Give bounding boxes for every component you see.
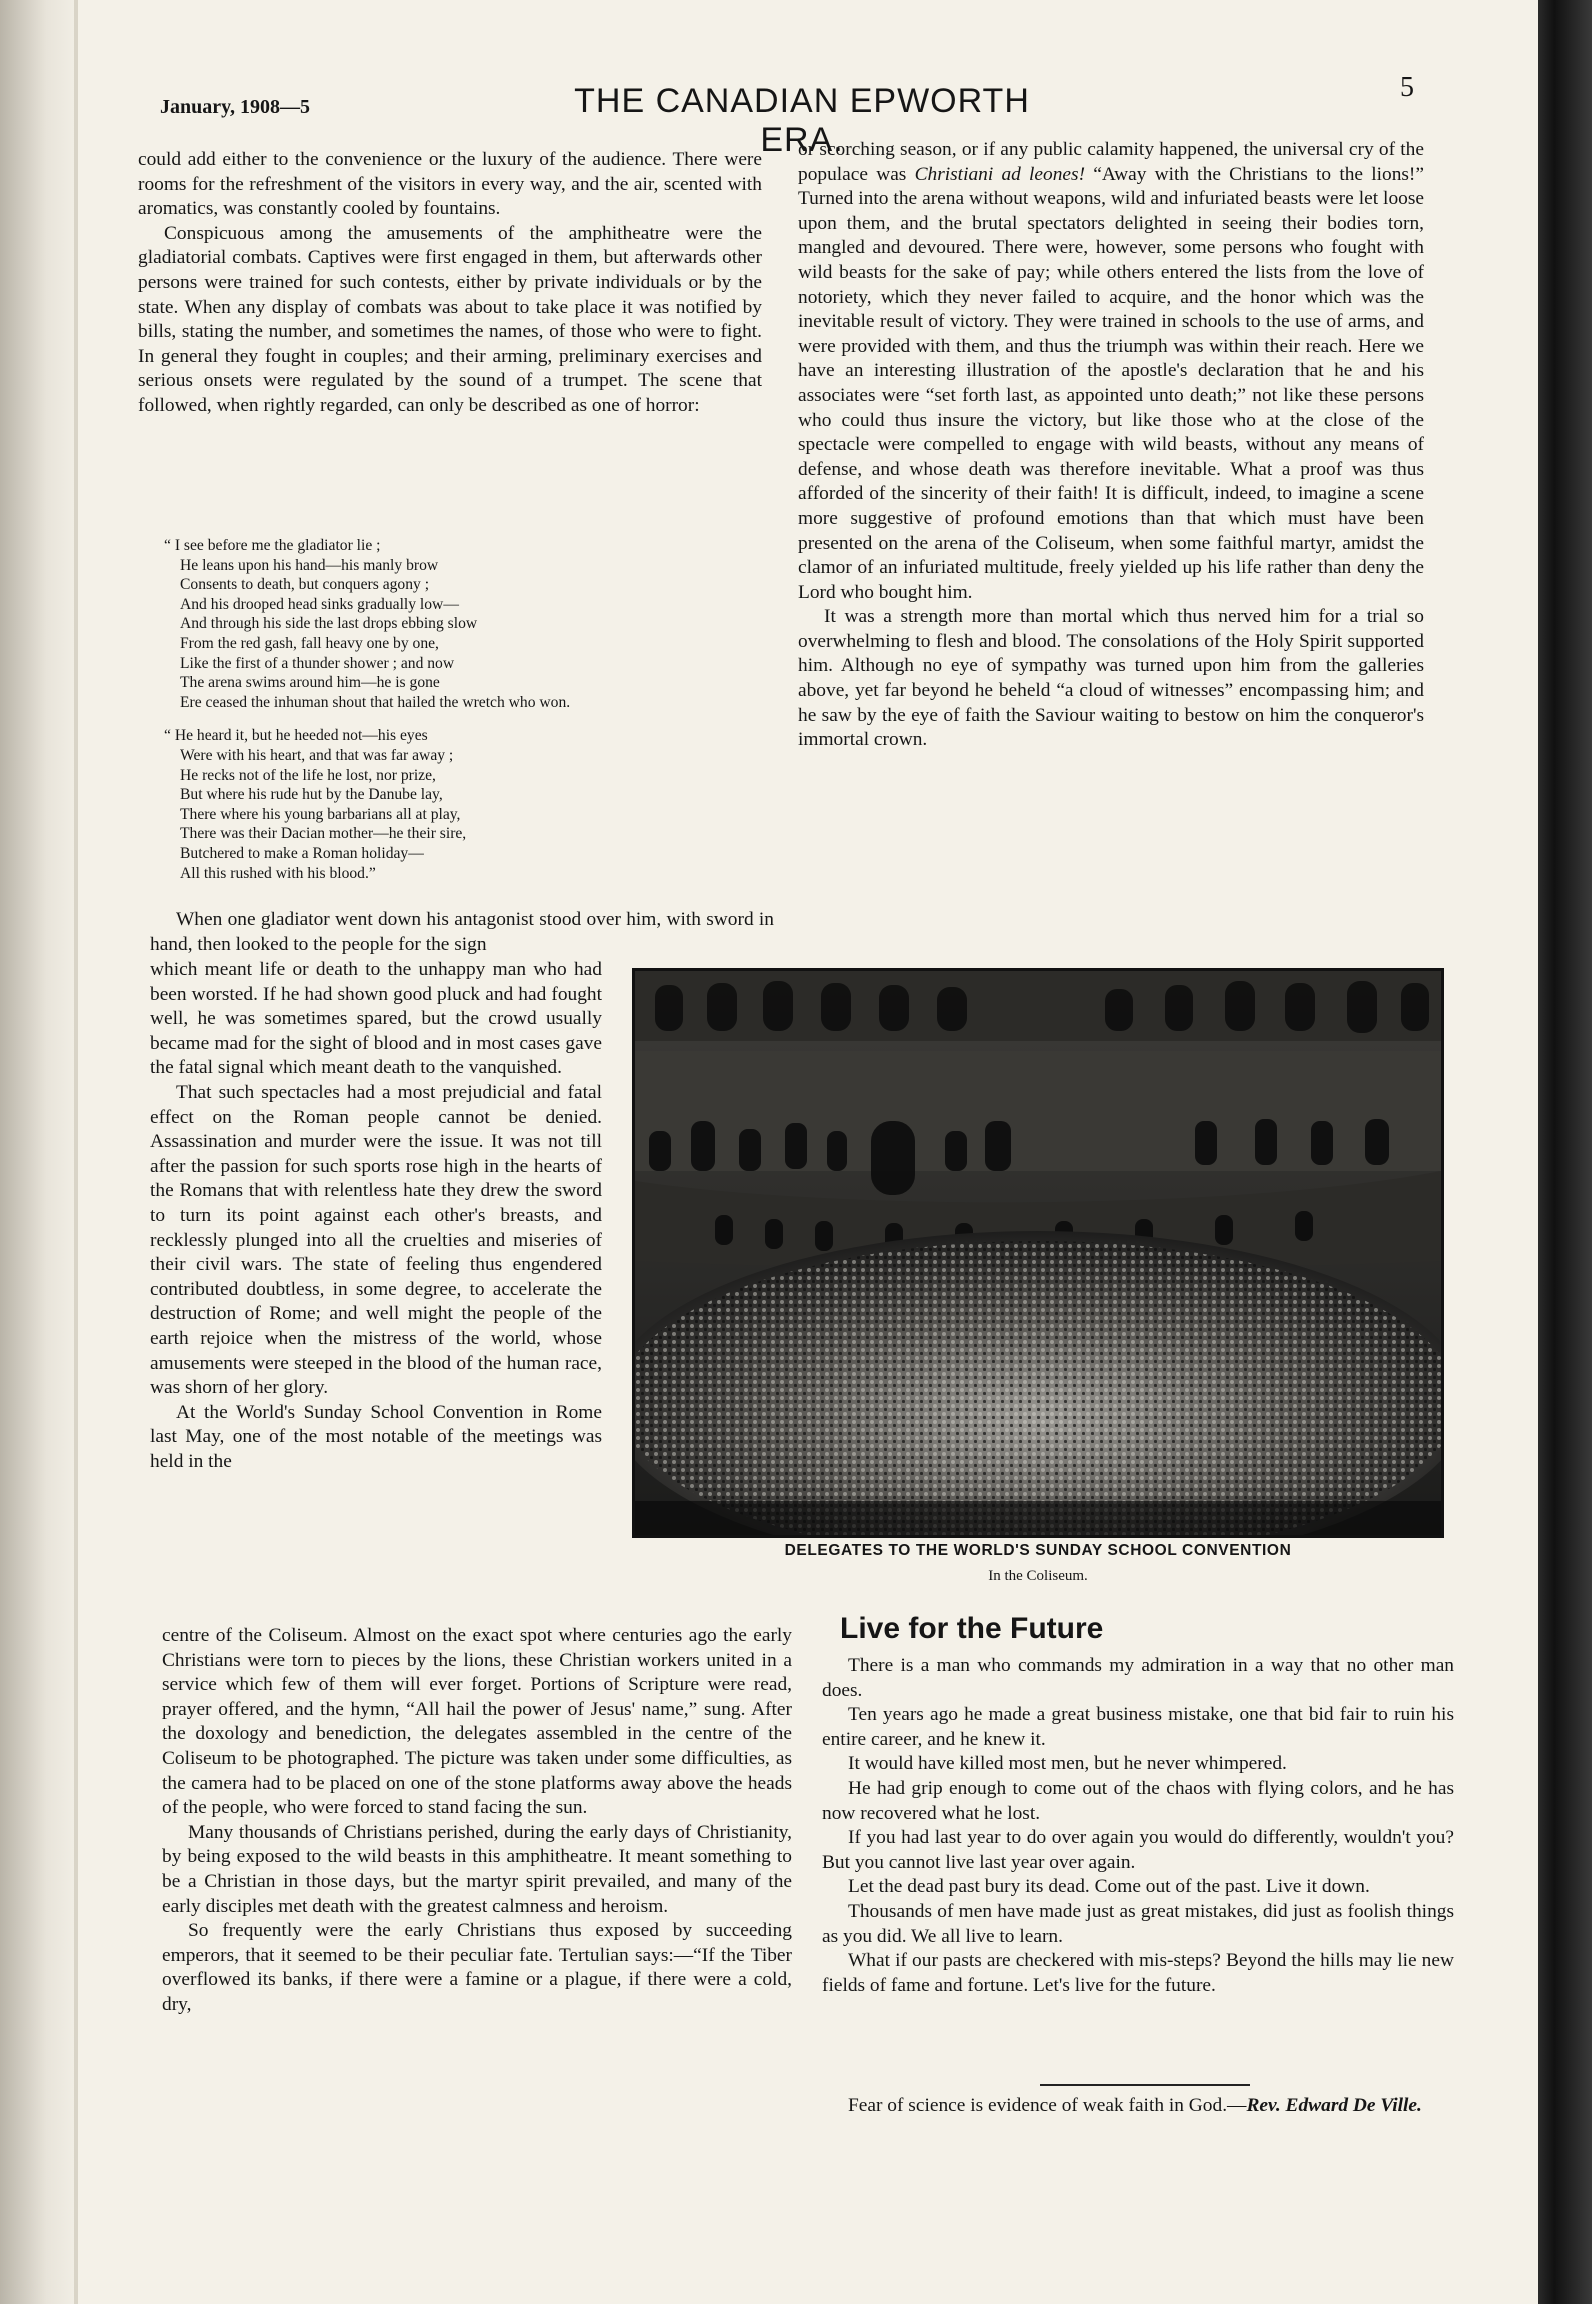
photo-subcaption: In the Coliseum. [988, 1568, 1088, 1584]
poem-line: And through his side the last drops ebbing slow [180, 615, 478, 633]
quote-text: Fear of science is evidence of weak faith in God.— [848, 2095, 1247, 2116]
paragraph [798, 138, 1424, 605]
paragraph: Conspicuous among the amusements of the amphitheatre were the gladiatorial combats. Captives were first engaged in them, but afterwards other persons were trained for such contests, either by private individuals or by the state. When any display of combats was about to take place it was notified by bills, stating the number, and sometimes the names, of those who were to fight. In general they fought in couples; and their arming, preliminary exercises and serious onsets were regulated by the sound of a trumpet. The scene that followed, when rightly regarded, can only be described as one of horror: [138, 222, 762, 416]
paragraph: Thousands of men have made just as great mistakes, did just as foolish things as you did. We all live to learn. [822, 1900, 1454, 1947]
poem [164, 536, 764, 897]
paragraph: which meant life or death to the unhappy man who had been worsted. If he had shown good pluck and had fought well, he was sometimes spared, but the crowd usually became mad for the sight of blood and in most cases gave the fatal signal which meant death to the vanquished. [150, 959, 602, 1079]
poem-stanza [164, 726, 764, 883]
left-narrow-column [150, 958, 602, 1474]
binding-edge [1538, 0, 1592, 2304]
article-body [822, 1654, 1454, 1998]
paragraph: He had grip enough to come out of the chaos with flying colors, and he has now recovered what he lost. [822, 1777, 1454, 1824]
poem-line: Were with his heart, and that was far away ; [180, 746, 454, 764]
left-column-bottom [162, 1624, 792, 2018]
paragraph: Many thousands of Christians perished, during the early days of Christianity, by being exposed to the wild beasts in this amphitheatre. It meant something to be a Christian in those days, but the martyr spirit prevailed, and many of the early disciples met death with the greatest calmness and heroism. [162, 1821, 792, 1917]
article-title: Live for the Future [840, 1612, 1104, 1645]
text-run: “Away with the Christians to the lions!” Turned into the arena without weapons, wild and infuriated beasts were let loose upon them, and the brutal spectators delighted in seeing their bodies torn, mangled and devoured. There were, however, some persons who fought with wild beasts for the sake of pay; while others entered the lists from the love of notoriety, which they never failed to acquire, and the honor which was the inevitable result of victory. They were trained in schools to the use of arms, and were provided with them, and thus the triumph was within their reach. Here we have an interesting illustration of the apostle's declaration that he and his associates were “set forth last, as appointed unto death;” not like these persons who could thus insure the victory, but like those who at the close of the spectacle were compelled to engage with wild beasts, without any means of defense, and whose death was therefore inevitable. What a proof was thus afforded of the sincerity of their faith! It is difficult, indeed, to imagine a scene more suggestive of profound emotions than that which must have been presented on the arena of the Coliseum, when some faithful martyr, amidst the clamor of an infuriated multitude, freely yielded up his life rather than deny the Lord who bought him. [798, 163, 1424, 603]
paragraph: Let the dead past bury its dead. Come out of the past. Live it down. [848, 1876, 1370, 1898]
poem-line: There was their Dacian mother—he their sire, [180, 825, 467, 843]
paragraph: When one gladiator went down his antagonist stood over him, with sword in hand, then looked to the people for the sign [150, 909, 774, 955]
paragraph: That such spectacles had a most prejudicial and fatal effect on the Roman people cannot be denied. Assassination and murder were the issue. It was not till after the passion for such sports rose high in the hearts of the Romans that with relentless hate they drew the sword to turn its point against each other's breasts, and recklessly plunged into all the cruelties and miseries of their civil wars. The state of feeling thus engendered contributed doubtless, in some degree, to accelerate the destruction of Rome; and well might the people of the earth rejoice when the mistress of the world, whose amusements were steeped in the blood of the human race, was shorn of her glory. [150, 1081, 602, 1399]
poem-line: From the red gash, fall heavy one by one, [180, 634, 439, 652]
masthead-title: THE CANADIAN EPWORTH ERA. [574, 82, 1030, 159]
poem-line: He recks not of the life he lost, nor prize, [180, 766, 436, 784]
poem-line: The arena swims around him—he is gone [180, 674, 440, 692]
coliseum-photograph [632, 968, 1444, 1538]
divider-rule [1040, 2084, 1250, 2086]
latin-phrase: Christiani ad leones! [914, 163, 1086, 185]
poem-line: He leans upon his hand—his manly brow [180, 556, 439, 574]
poem-line: And his drooped head sinks gradually low— [180, 595, 459, 613]
poem-line: Consents to death, but conquers agony ; [180, 576, 430, 594]
paragraph: It was a strength more than mortal which thus nerved him for a trial so overwhelming to flesh and blood. The consolations of the Holy Spirit supported him. Although no eye of sympathy was turned upon him from the galleries above, yet far beyond he beheld “a cloud of witnesses” encompassing him; and he saw by the eye of faith the Saviour waiting to bestow on him the conqueror's immortal crown. [798, 606, 1424, 751]
poem-line: “ I see before me the gladiator lie ; [164, 537, 381, 554]
poem-stanza [164, 536, 764, 712]
poem-line: But where his rude hut by the Danube lay, [180, 786, 443, 804]
coliseum-illustration [635, 971, 1441, 1535]
right-column-top [798, 138, 1424, 753]
quote-attribution: Rev. Edward De Ville. [1246, 2095, 1422, 2116]
closing-quote [822, 2094, 1454, 2119]
photo-caption: DELEGATES TO THE WORLD'S SUNDAY SCHOOL CONVENTION [784, 1542, 1292, 1559]
paragraph: It would have killed most men, but he never whimpered. [848, 1753, 1287, 1775]
paragraph: At the World's Sunday School Convention in Rome last May, one of the most notable of the meetings was held in the [150, 1401, 602, 1472]
issue-date: January, 1908—5 [160, 96, 311, 118]
paragraph: could add either to the convenience or the luxury of the audience. There were rooms for the refreshment of the visitors in every way, and the air, scented with aromatics, was constantly cooled by fountains. [138, 149, 762, 220]
left-column-top [138, 148, 762, 419]
text-run: or scorching season, or if any public calamity happened, the universal cry of the populace was [798, 139, 1424, 185]
paragraph: What if our pasts are checkered with mis-steps? Beyond the hills may lie new fields of fame and fortune. Let's live for the future. [822, 1950, 1454, 1996]
poem-line: There where his young barbarians all at play, [180, 805, 461, 823]
paragraph: Ten years ago he made a great business mistake, one that bid fair to ruin his entire career, and he knew it. [822, 1704, 1454, 1750]
paragraph: If you had last year to do over again you would do differently, wouldn't you? But you cannot live last year over again. [822, 1827, 1454, 1873]
paragraph: centre of the Coliseum. Almost on the exact spot where centuries ago the early Christians were torn to pieces by the lions, these Christian workers united in a service which few of them will ever forget. Portions of Scripture were read, prayer offered, and the hymn, “All hail the power of Jesus' name,” sung. After the doxology and benediction, the delegates assembled in the centre of the Coliseum to be photographed. The picture was taken under some difficulties, as the camera had to be placed on one of the stone platforms away above the heads of the people, who were forced to stand facing the sun. [162, 1625, 792, 1819]
poem-line: All this rushed with his blood.” [180, 864, 376, 882]
poem-line: Like the first of a thunder shower ; and now [180, 654, 455, 672]
paragraph: So frequently were the early Christians thus exposed by succeeding emperors, that it seemed to be their peculiar fate. Tertulian says:—“If the Tiber overflowed its banks, if there were a famine or a plague, if there were a cold, dry, [162, 1920, 792, 2015]
poem-line: Butchered to make a Roman holiday— [180, 844, 424, 862]
page-number: 5 [1400, 72, 1414, 103]
page-gutter-shadow [0, 0, 78, 2304]
left-column-continuation [150, 908, 774, 957]
paragraph: There is a man who commands my admiration in a way that no other man does. [822, 1655, 1454, 1701]
poem-line: “ He heard it, but he heeded not—his eyes [164, 727, 428, 745]
poem-line: Ere ceased the inhuman shout that hailed the wretch who won. [180, 693, 571, 711]
